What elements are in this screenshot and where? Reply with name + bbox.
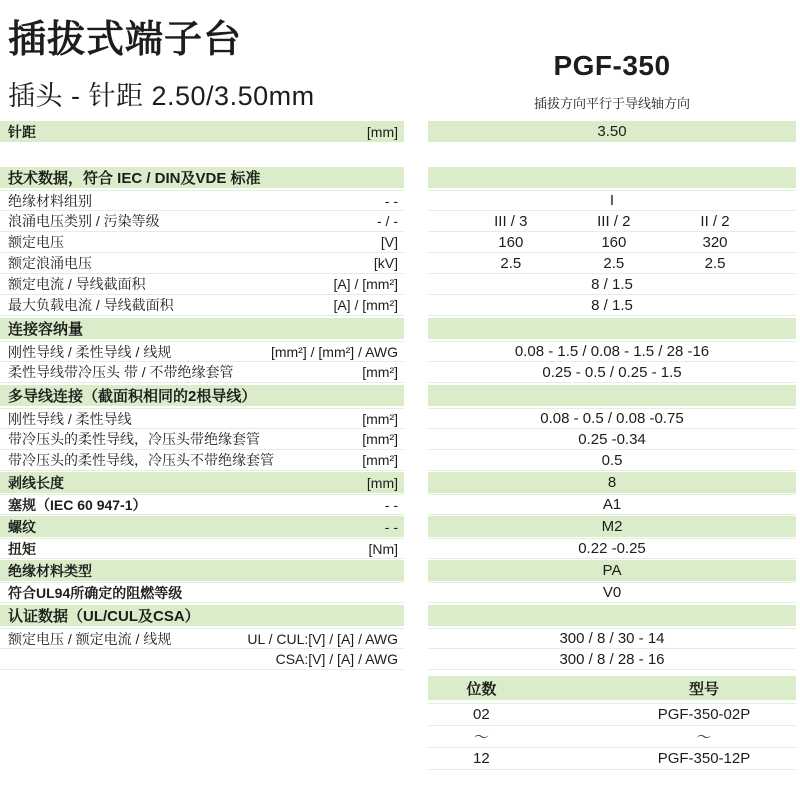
spec-label-cell <box>0 385 404 406</box>
spec-value-cell <box>428 582 796 603</box>
spec-rows <box>0 120 796 670</box>
spec-label: 额定浪涌电压 <box>8 255 92 271</box>
spec-value-cell <box>428 295 796 316</box>
spec-value-cell <box>428 121 796 142</box>
spec-row <box>0 362 796 383</box>
spec-value: 0.22 -0.25 <box>578 540 646 557</box>
section-header-row <box>0 165 796 190</box>
positions-value: 12 <box>473 750 490 767</box>
spec-value-cell <box>428 362 796 383</box>
model-table-header <box>428 676 796 700</box>
spec-unit: [mm²] / [mm²] / AWG <box>270 343 398 360</box>
spec-label: 塞规（IEC 60 947-1） <box>8 496 147 513</box>
spec-unit: - - <box>384 496 398 513</box>
spec-unit: CSA:[V] / [A] / AWG <box>275 651 398 667</box>
spec-label: 符合UL94所确定的阻燃等级 <box>8 584 183 601</box>
positions-value: 〜 <box>473 729 489 746</box>
spec-label-cell <box>0 560 404 581</box>
spec-label-cell <box>0 121 404 142</box>
product-orientation-note: 插拔方向平行于导线轴方向 <box>533 96 690 111</box>
model-table-header-cell: 型号 <box>688 680 719 698</box>
spec-unit: [mm²] <box>362 431 398 447</box>
spec-label-cell <box>0 362 404 383</box>
spec-label-cell <box>0 318 404 339</box>
model-table-row <box>428 703 796 725</box>
spec-value: 300 / 8 / 28 - 16 <box>559 650 665 668</box>
spec-label-cell <box>0 167 404 188</box>
spec-unit: - - <box>384 518 398 535</box>
section-header-row <box>0 603 796 628</box>
spec-value: 3.50 <box>597 123 627 140</box>
spec-value: III / 2 <box>597 212 631 230</box>
spec-row <box>0 120 796 143</box>
spec-row <box>0 494 796 515</box>
section-title: 认证数据（UL/CUL及CSA） <box>8 608 200 625</box>
spec-unit: [V] <box>380 234 398 250</box>
section-title: 连接容纳量 <box>8 321 84 338</box>
spec-row <box>0 538 796 559</box>
spec-row <box>0 628 796 649</box>
page-subtitle: 插头 - 针距 2.50/3.50mm <box>8 81 315 111</box>
spec-value: 0.25 - 0.5 / 0.25 - 1.5 <box>542 363 682 381</box>
spec-value-cell <box>428 190 796 211</box>
spec-label: 浪涌电压类别 / 污染等级 <box>8 213 160 229</box>
spec-label: 额定电压 <box>8 234 64 250</box>
spec-label: 额定电流 / 导线截面积 <box>8 276 146 292</box>
spec-value-cell <box>428 274 796 295</box>
spec-label-cell <box>0 628 404 649</box>
spec-value-columns <box>428 213 796 230</box>
product-header <box>428 50 796 112</box>
spec-label-cell <box>0 190 404 211</box>
spec-label-cell <box>0 341 404 362</box>
spec-value: 8 / 1.5 <box>591 275 633 293</box>
spec-value: M2 <box>601 518 623 535</box>
spec-value-cell <box>428 211 796 232</box>
spec-value-columns <box>428 255 796 272</box>
spec-value-cell <box>428 494 796 515</box>
spec-value: 2.5 <box>704 254 726 272</box>
spec-label: 刚性导线 / 柔性导线 <box>8 410 132 427</box>
spec-row <box>0 211 796 232</box>
model-number-value: PGF-350-02P <box>657 706 751 723</box>
spec-value: I <box>609 192 615 209</box>
spec-row <box>0 471 796 494</box>
spec-value-cell <box>428 253 796 274</box>
spec-value-cell <box>428 232 796 253</box>
spec-row <box>0 649 796 670</box>
spec-value-columns <box>428 234 796 251</box>
spec-value-cell <box>428 429 796 450</box>
spec-value: 2.5 <box>500 254 522 272</box>
spec-label-cell <box>0 253 404 274</box>
spec-unit: [A] / [mm²] <box>333 276 398 292</box>
spec-label: 额定电压 / 额定电流 / 线规 <box>8 630 172 647</box>
spec-value: PA <box>602 562 622 579</box>
spec-value: 320 <box>702 233 728 251</box>
spec-value: 0.08 - 1.5 / 0.08 - 1.5 / 28 -16 <box>514 343 710 360</box>
spec-row <box>0 450 796 471</box>
spec-label: 柔性导线带冷压头 带 / 不带绝缘套管 <box>8 364 234 380</box>
spec-row <box>0 253 796 274</box>
spec-label: 剥线长度 <box>8 474 64 491</box>
model-number-table <box>428 676 796 770</box>
spec-label: 带冷压头的柔性导线，冷压头不带绝缘套管 <box>8 452 274 468</box>
spec-unit: [mm²] <box>362 410 398 427</box>
spec-unit: [mm²] <box>362 364 398 380</box>
spec-value-cell <box>428 538 796 559</box>
spec-value: 8 <box>607 474 617 491</box>
spec-row <box>0 559 796 582</box>
spec-label: 针距 <box>8 123 36 140</box>
spec-label-cell <box>0 211 404 232</box>
spec-unit: [mm] <box>366 123 398 140</box>
spec-unit: [A] / [mm²] <box>333 297 398 313</box>
spec-label-cell <box>0 429 404 450</box>
section-header-row <box>0 316 796 341</box>
spec-unit: [mm²] <box>362 452 398 468</box>
spec-row <box>0 515 796 538</box>
spec-label: 绝缘材料类型 <box>8 562 92 579</box>
spec-value: 0.25 -0.34 <box>578 430 646 448</box>
spec-row <box>0 295 796 316</box>
section-title: 多导线连接（截面积相同的2根导线） <box>8 388 257 405</box>
spec-row <box>0 190 796 211</box>
spec-row <box>0 429 796 450</box>
spec-value-cell <box>428 408 796 429</box>
spec-value-cell <box>428 318 796 339</box>
spec-value-cell <box>428 385 796 406</box>
spec-label-cell <box>0 232 404 253</box>
spec-label-cell <box>0 649 404 670</box>
spec-unit: [mm] <box>366 474 398 491</box>
model-number-value: PGF-350-12P <box>657 750 751 767</box>
spec-label-cell <box>0 295 404 316</box>
spec-unit: [kV] <box>373 255 398 271</box>
spec-label: 最大负载电流 / 导线截面积 <box>8 297 174 313</box>
spec-label-cell <box>0 538 404 559</box>
spec-label-cell <box>0 582 404 603</box>
spec-row <box>0 582 796 603</box>
section-header-row <box>0 383 796 408</box>
spec-value-cell <box>428 516 796 537</box>
spec-label-cell <box>0 408 404 429</box>
spec-row <box>0 274 796 295</box>
spec-row <box>0 408 796 429</box>
spec-label-cell <box>0 450 404 471</box>
model-table-row <box>428 747 796 770</box>
spec-value: 0.08 - 0.5 / 0.08 -0.75 <box>540 410 684 427</box>
spec-value: III / 3 <box>494 212 528 230</box>
spec-row <box>0 341 796 362</box>
model-number-value: 〜 <box>696 729 712 746</box>
spec-unit: - - <box>384 192 398 209</box>
spec-value-cell <box>428 341 796 362</box>
spec-value-cell <box>428 649 796 670</box>
positions-value: 02 <box>473 706 490 723</box>
spec-table <box>0 120 796 770</box>
spec-label-cell <box>0 494 404 515</box>
spacer <box>0 143 796 165</box>
spec-value-cell <box>428 472 796 493</box>
spec-unit: [Nm] <box>368 540 398 557</box>
spec-value-cell <box>428 605 796 626</box>
spec-label: 绝缘材料组别 <box>8 192 92 209</box>
spec-label-cell <box>0 472 404 493</box>
spec-value-cell <box>428 167 796 188</box>
spec-value: 0.5 <box>601 451 623 469</box>
spec-row <box>0 232 796 253</box>
spec-label-cell <box>0 605 404 626</box>
model-table-header-cell: 位数 <box>466 680 497 698</box>
spec-value: A1 <box>602 496 622 513</box>
spec-label: 带冷压头的柔性导线，冷压头带绝缘套管 <box>8 431 260 447</box>
spec-label-cell <box>0 274 404 295</box>
spec-value: 300 / 8 / 30 - 14 <box>559 630 665 647</box>
spec-value: II / 2 <box>700 212 730 230</box>
spec-value-cell <box>428 628 796 649</box>
spec-value: V0 <box>602 584 622 601</box>
spec-value-cell <box>428 450 796 471</box>
model-table-row <box>428 725 796 747</box>
spec-value: 8 / 1.5 <box>591 296 633 314</box>
spec-label-cell <box>0 516 404 537</box>
spec-unit: UL / CUL:[V] / [A] / AWG <box>247 630 398 647</box>
spec-unit: - / - <box>377 213 398 229</box>
page-title: 插拔式端子台 <box>8 19 243 61</box>
spec-value: 2.5 <box>603 254 625 272</box>
spec-value: 160 <box>601 233 627 251</box>
product-model: PGF-350 <box>553 50 671 81</box>
spec-label: 螺纹 <box>8 518 36 535</box>
spec-label: 扭矩 <box>8 540 36 557</box>
spec-value-cell <box>428 560 796 581</box>
spec-value: 160 <box>498 233 524 251</box>
section-title: 技术数据，符合 IEC / DIN及VDE 标准 <box>8 170 261 187</box>
spec-label: 刚性导线 / 柔性导线 / 线规 <box>8 343 172 360</box>
